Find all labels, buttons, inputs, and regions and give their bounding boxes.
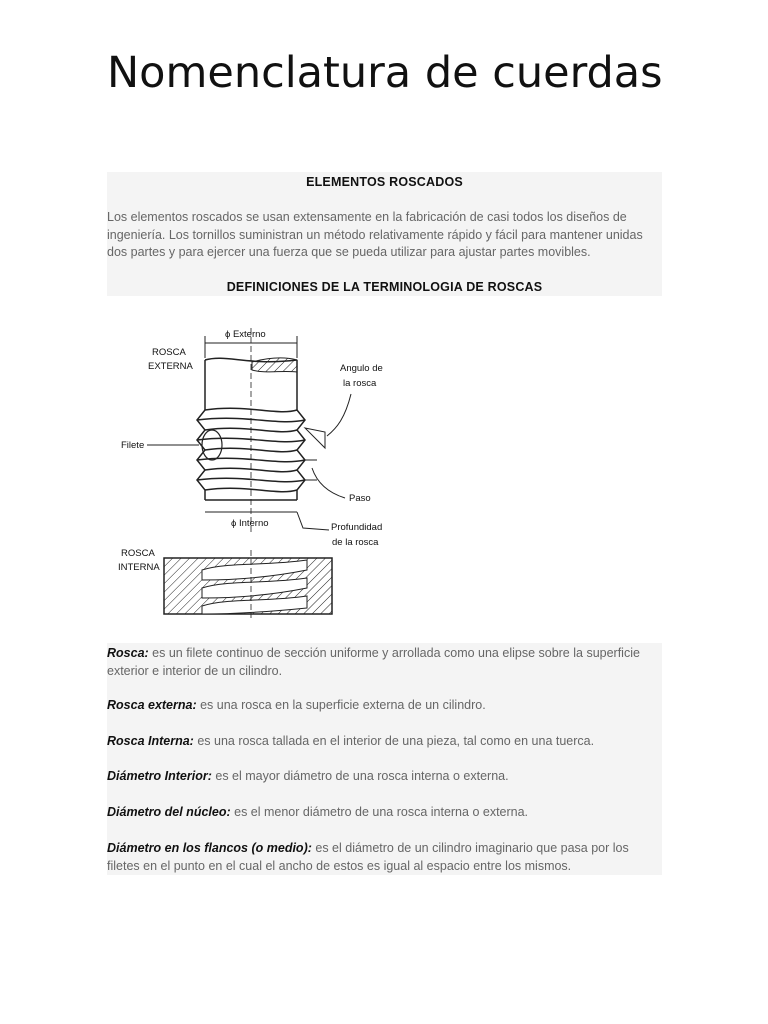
definition-text: es el diámetro de un cilindro imaginario que pasa por los filetes en el punto en el cual el ancho de estos es igual al espacio entre los mismos. (107, 841, 629, 873)
definition-rosca-externa (107, 697, 662, 715)
definition-diametro-interior (107, 768, 662, 786)
definition-term: Diámetro en los flancos (o medio): (107, 841, 312, 855)
definition-text: es una rosca tallada en el interior de una pieza, tal como en una tuerca. (193, 734, 595, 748)
definition-text: es un filete continuo de sección uniforme y arrollada como una elipse sobre la superficie exterior e interior de un cilindro. (107, 646, 640, 678)
definition-rosca (107, 645, 662, 680)
label-angulo-1: Angulo de (340, 363, 383, 374)
definition-diametro-flancos (107, 840, 662, 875)
section-heading-definiciones: DEFINICIONES DE LA TERMINOLOGIA DE ROSCAS (226, 280, 543, 294)
definition-term: Diámetro del núcleo: (107, 805, 231, 819)
section-heading-elementos: ELEMENTOS ROSCADOS (306, 175, 463, 189)
label-filete: Filete (121, 440, 145, 451)
definition-rosca-interna (107, 733, 662, 751)
definition-text: es el menor diámetro de una rosca interna o externa. (230, 805, 529, 819)
label-rosca-interna-1: ROSCA (121, 548, 155, 559)
definition-term: Rosca Interna: (107, 734, 194, 748)
thread-diagram-svg (107, 318, 397, 618)
definition-term: Rosca: (107, 646, 149, 660)
label-angulo-2: la rosca (343, 378, 377, 389)
intro-panel (107, 172, 662, 296)
label-profundidad-2: de la rosca (332, 537, 379, 548)
thread-diagram (107, 318, 397, 618)
intro-paragraph: Los elementos roscados se usan extensamente en la fabricación de casi todos los diseños de ingeniería. Los tornillos suministran un método relativamente rápido y fácil para mantener unidas dos partes y para ejercer una fuerza que se pueda utilizar para ajustar partes movibles. (107, 210, 643, 259)
page-title: Nomenclatura de cuerdas (107, 48, 663, 98)
label-rosca-externa-1: ROSCA (152, 347, 186, 358)
label-interno: ϕ Interno (231, 518, 269, 529)
definition-term: Rosca externa: (107, 698, 197, 712)
definition-term: Diámetro Interior: (107, 769, 212, 783)
label-rosca-interna-2: INTERNA (118, 562, 160, 573)
definitions-panel (107, 643, 662, 875)
label-profundidad-1: Profundidad (331, 522, 383, 533)
label-externo: ϕ Externo (225, 329, 266, 340)
definition-text: es el mayor diámetro de una rosca interna o externa. (211, 769, 509, 783)
label-rosca-externa-2: EXTERNA (148, 361, 193, 372)
definition-text: es una rosca en la superficie externa de un cilindro. (196, 698, 486, 712)
definition-diametro-nucleo (107, 804, 662, 822)
label-paso: Paso (349, 493, 371, 504)
